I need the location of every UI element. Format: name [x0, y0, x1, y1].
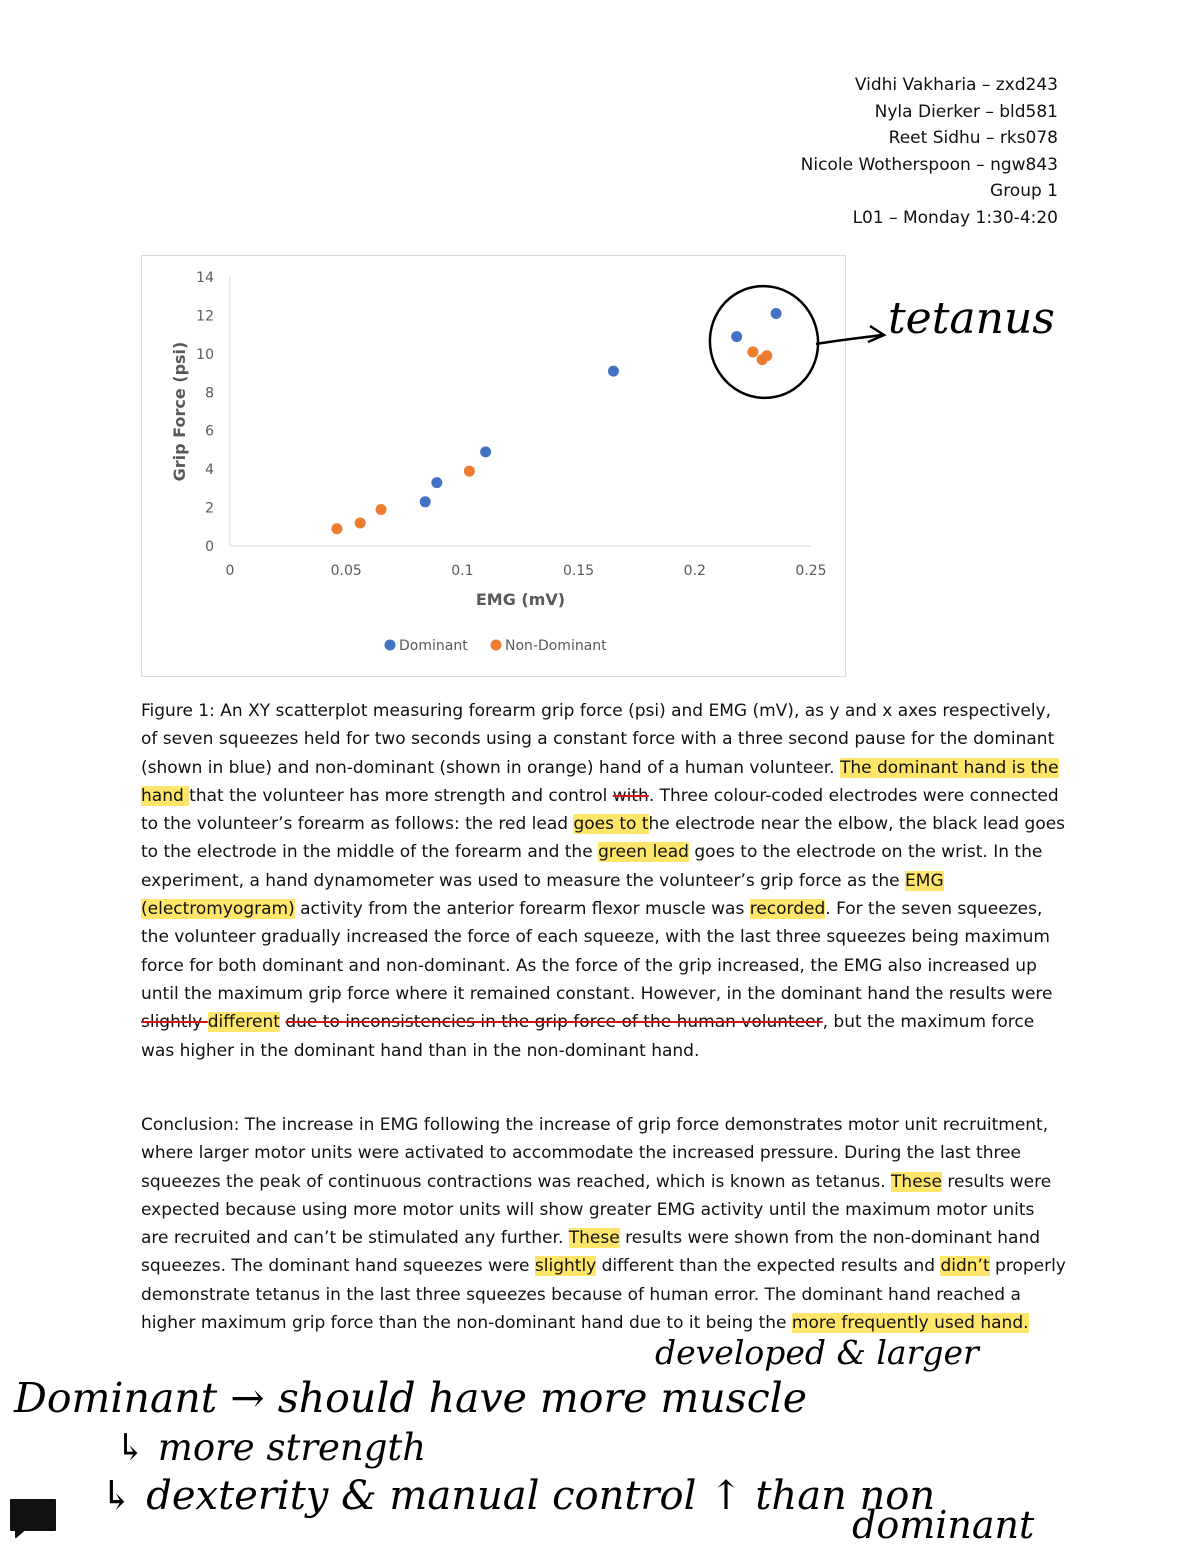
conclusion-highlight: These	[568, 1228, 620, 1249]
caption-highlight: The dominant hand is the hand	[141, 757, 1059, 806]
group-line: Group 1	[990, 181, 1058, 201]
y-tick-label: 2	[205, 500, 214, 517]
y-tick-label: 10	[196, 346, 214, 363]
note-icon[interactable]	[8, 1498, 58, 1538]
conclusion-text: properly demonstrate tetanus in the last three squeezes because of human error. The dominant hand reached a higher maximum grip force than the non-dominant hand due to it being the	[141, 1256, 1066, 1334]
caption-text: he electrode near the elbow, the black lead goes to the electrode in the middle of the forearm and the	[141, 814, 1066, 863]
caption-strikethrough: due to inconsistencies in the grip force of the human volunteer	[285, 1012, 823, 1033]
x-tick-label: 0.05	[330, 563, 362, 579]
conclusion-highlight: slightly	[534, 1256, 597, 1277]
y-tick-label: 14	[196, 270, 214, 286]
handwritten-line-4: dominant	[852, 1503, 1035, 1547]
tetanus-label: tetanus	[888, 293, 1055, 344]
author-block	[801, 72, 1058, 231]
legend-marker-non-dominant	[491, 640, 502, 651]
handwritten-line-2: ↳ more strength	[115, 1426, 427, 1469]
non-dominant-point	[355, 517, 366, 528]
dominant-point	[431, 477, 442, 488]
x-axis-label: EMG (mV)	[475, 590, 566, 609]
y-tick-label: 4	[205, 462, 214, 479]
caption-text: that the volunteer has more strength and control	[189, 785, 613, 806]
tetanus-annotation-ink	[700, 282, 900, 407]
y-tick-label: 12	[196, 308, 214, 325]
conclusion-text: results were expected because using more motor units will show greater EMG activity until the maximum motor units are recruited and can’t be stimulated any further.	[141, 1171, 1052, 1249]
author-line: Nyla Dierker – bld581	[874, 101, 1058, 122]
author-line: Vidhi Vakharia – zxd243	[854, 75, 1058, 95]
legend-marker-dominant	[385, 640, 396, 651]
x-tick-label: 0.2	[683, 563, 706, 579]
non-dominant-point	[331, 523, 342, 534]
caption-text: goes to the electrode on the wrist. In the experiment, a hand dynamometer was used to measure the volunteer’s grip force as the	[141, 842, 1043, 891]
conclusion-text: different than the expected results and	[596, 1256, 941, 1277]
x-tick-label: 0.1	[451, 563, 474, 579]
author-line: Nicole Wotherspoon – ngw843	[800, 154, 1058, 175]
caption-text: Figure 1: An XY scatterplot measuring forearm grip force (psi) and EMG (mV), as y and x axes respectively, of seven squeezes held for two seconds using a constant force with a three second pause for the dominant (shown in blue) and non-dominant (shown in orange) hand of a human volunteer.	[141, 701, 1055, 778]
caption-highlight: different	[207, 1012, 280, 1033]
lab-line: L01 – Monday 1:30-4:20	[852, 207, 1058, 228]
y-tick-label: 6	[205, 423, 214, 440]
caption-text: . For the seven squeezes, the volunteer gradually increased the force of each squeeze, with the last three squeezes being maximum force for both dominant and non-dominant. As the force of the grip increased, the EMG also increased up until the maximum grip force where it remained constant. However, in the dominant hand the results were	[141, 899, 1053, 1004]
conclusion-highlight: didn’t	[940, 1256, 990, 1277]
x-tick-label: 0	[225, 563, 235, 579]
figure-caption	[141, 697, 1066, 1065]
caption-highlight: EMG (electromyogram)	[141, 870, 944, 920]
non-dominant-point	[464, 466, 475, 477]
x-tick-label: 0.15	[563, 563, 595, 579]
caption-strikethrough: with	[612, 785, 649, 806]
dominant-point	[420, 496, 431, 507]
caption-strikethrough: slightly	[141, 1012, 208, 1033]
caption-text: , but the maximum force was higher in the dominant hand than in the non-dominant hand.	[141, 1012, 1035, 1061]
y-tick-label: 8	[205, 385, 214, 402]
conclusion-paragraph	[141, 1111, 1066, 1337]
caption-text: . Three colour-coded electrodes were connected to the volunteer’s forearm as follows: the red lead	[141, 785, 1059, 835]
caption-highlight: green lead	[598, 842, 689, 863]
dominant-point	[608, 366, 619, 377]
non-dominant-point	[376, 504, 387, 515]
legend-label-dominant: Dominant	[399, 638, 468, 654]
handwritten-line-1: Dominant → should have more muscle	[14, 1374, 808, 1422]
y-axis-label: Grip Force (psi)	[170, 341, 189, 482]
y-tick-label: 0	[205, 539, 214, 555]
handwritten-developed: developed & larger	[655, 1333, 979, 1372]
caption-highlight: recorded	[749, 899, 826, 920]
dominant-point	[480, 446, 491, 457]
conclusion-text: Conclusion: The increase in EMG following the increase of grip force demonstrates motor unit recruitment, where larger motor units were activated to accommodate the increased pressure. During the last three squeezes the peak of continuous contractions was reached, which is known as tetanus.	[141, 1115, 1049, 1192]
conclusion-highlight: more frequently used hand.	[791, 1313, 1029, 1334]
conclusion-highlight: These	[891, 1171, 942, 1192]
author-line: Reet Sidhu – rks078	[888, 128, 1058, 148]
caption-text: activity from the anterior forearm flexor muscle was	[294, 899, 750, 920]
handwritten-line-3: ↳ dexterity & manual control ↑ than non	[100, 1473, 936, 1519]
legend-label-non-dominant: Non-Dominant	[505, 638, 607, 654]
x-tick-label: 0.25	[795, 563, 827, 579]
conclusion-text: results were shown from the non-dominant hand squeezes. The dominant hand squeezes were	[141, 1228, 1041, 1277]
caption-highlight: goes to t	[573, 814, 649, 835]
